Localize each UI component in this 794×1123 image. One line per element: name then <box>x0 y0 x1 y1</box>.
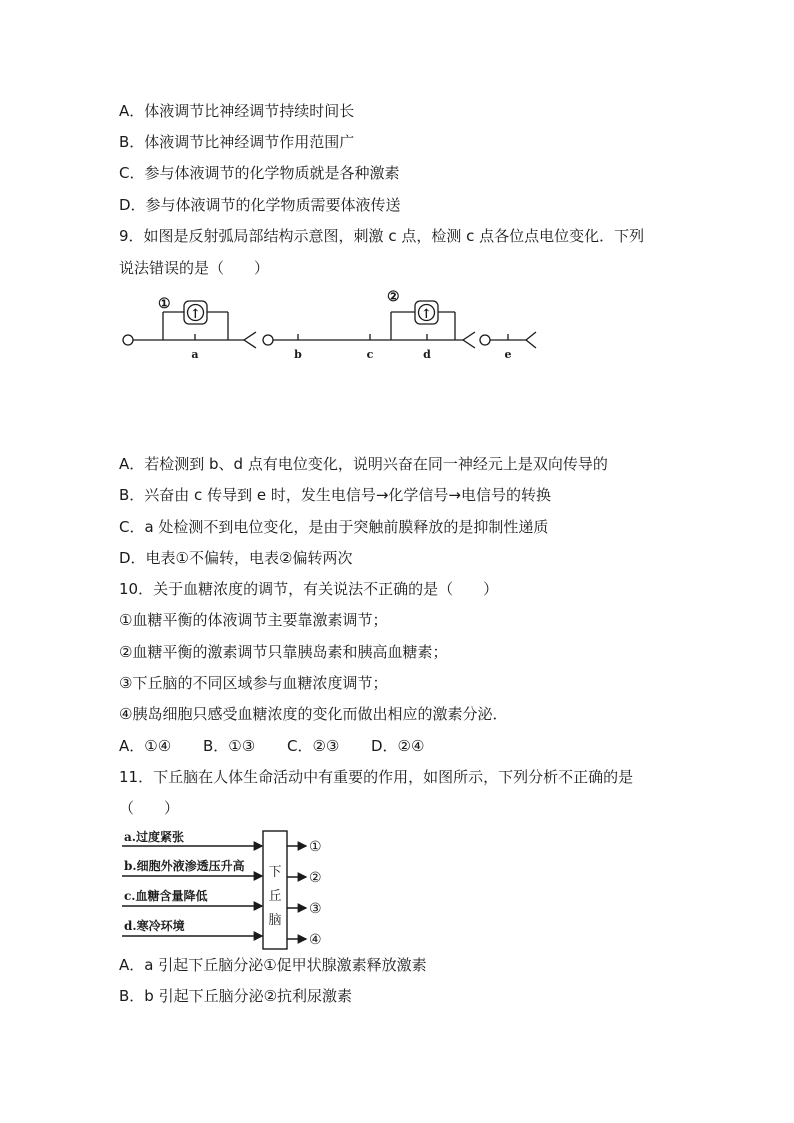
prev-option-a: A．体液调节比神经调节持续时间长 <box>119 102 355 120</box>
q10-statement-3: ③下丘脑的不同区域参与血糖浓度调节； <box>119 674 388 692</box>
q10-stem: 10．关于血糖浓度的调节，有关说法不正确的是（ ） <box>119 580 499 598</box>
meter2-label: ② <box>387 289 400 305</box>
output-2-label: ② <box>309 870 322 886</box>
q10-statement-4: ④胰岛细胞只感受血糖浓度的变化而做出相应的激素分泌． <box>119 705 508 723</box>
input-b-label: b.细胞外液渗透压升高 <box>124 859 245 873</box>
point-b-label: b <box>294 348 302 361</box>
q9-stem-line2: 说法错误的是（ ） <box>119 259 270 277</box>
output-4-label: ④ <box>309 932 322 948</box>
q10-option-d: D．②④ <box>371 737 425 755</box>
q11-stem-line1: 11．下丘脑在人体生命活动中有重要的作用，如图所示，下列分析不正确的是 <box>119 768 634 786</box>
prev-option-d: D．参与体液调节的化学物质需要体液传送 <box>119 196 401 214</box>
point-c-label: c <box>366 348 374 361</box>
q10-options <box>119 736 424 756</box>
box-char-3: 脑 <box>268 913 282 928</box>
q10-option-b: B．①③ <box>203 737 256 755</box>
meter1-label: ① <box>158 296 171 312</box>
input-a-label: a.过度紧张 <box>124 830 184 844</box>
point-e-label: e <box>504 348 512 361</box>
prev-option-b: B．体液调节比神经调节作用范围广 <box>119 133 355 151</box>
q10-statement-1: ①血糖平衡的体液调节主要靠激素调节； <box>119 611 388 629</box>
q9-option-b: B．兴奋由 c 传导到 e 时，发生电信号→化学信号→电信号的转换 <box>119 486 551 504</box>
q9-option-a: A．若检测到 b、d 点有电位变化，说明兴奋在同一神经元上是双向传导的 <box>119 455 608 473</box>
q9-option-c: C．a 处检测不到电位变化，是由于突触前膜释放的是抑制性递质 <box>119 518 549 536</box>
box-char-1: 下 <box>268 865 282 880</box>
input-d-label: d.寒冷环境 <box>124 919 185 933</box>
output-3-label: ③ <box>309 901 322 917</box>
meter1-arrow-icon: ↑ <box>190 307 201 322</box>
point-d-label: d <box>423 348 431 361</box>
q9-reflex-arc-diagram <box>118 288 548 368</box>
q10-option-c: C．②③ <box>287 737 340 755</box>
point-a-label: a <box>191 348 199 361</box>
input-c-label: c.血糖含量降低 <box>124 889 208 903</box>
q9-stem-line1: 9．如图是反射弧局部结构示意图，刺激 c 点，检测 c 点各位点电位变化．下列 <box>119 227 645 245</box>
q11-option-b: B．b 引起下丘脑分泌②抗利尿激素 <box>119 987 353 1005</box>
q10-statement-2: ②血糖平衡的激素调节只靠胰岛素和胰高血糖素； <box>119 643 448 661</box>
meter2-arrow-icon: ↑ <box>421 307 432 322</box>
q11-option-a: A．a 引起下丘脑分泌①促甲状腺激素释放激素 <box>119 956 427 974</box>
q11-hypothalamus-diagram <box>118 826 338 954</box>
output-1-label: ① <box>309 839 322 855</box>
q9-option-d: D．电表①不偏转，电表②偏转两次 <box>119 549 353 567</box>
box-char-2: 丘 <box>268 889 282 904</box>
prev-option-c: C．参与体液调节的化学物质就是各种激素 <box>119 164 400 182</box>
q10-option-a: A．①④ <box>119 737 172 755</box>
q11-stem-line2: （ ） <box>119 799 180 817</box>
